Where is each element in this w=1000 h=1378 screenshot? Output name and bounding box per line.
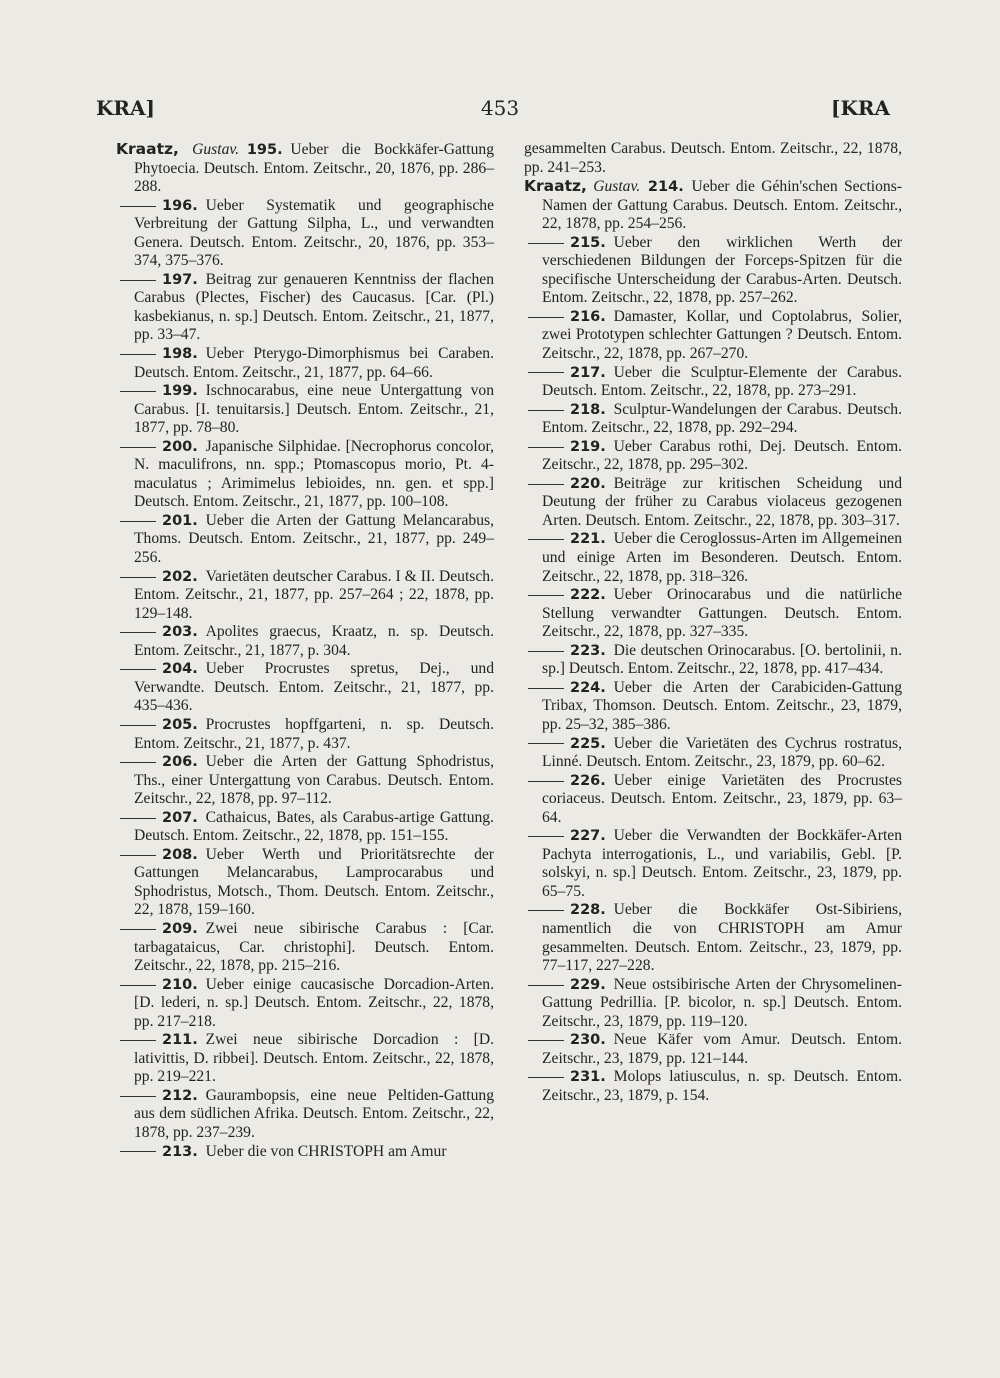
entry-number: 207. [162,809,198,826]
entry-text: Apolites graecus, Kraatz, n. sp. Deutsch. Entom. Zeitschr., 21, 1877, p. 304. [134,623,494,659]
ditto-dash [528,985,564,986]
entry-author: Kraatz, [524,177,587,196]
entry-text: Ischnocarabus, eine neue Untergattung von Carabus. [I. tenuitarsis.] Deutsch. Entom. Zeitschr., 21, 1877, pp. 78–80. [134,382,494,437]
entry-text: Ueber die Géhin'schen Sections-Namen der Gattung Carabus. Deutsch. Entom. Zeitschr., 22, 1878, pp. 254–256. [542,178,902,233]
entry-text: Ueber die Varietäten des Cychrus rostratus, Linné. Deutsch. Entom. Zeitschr., 23, 1879, pp. 60–62. [542,734,902,771]
bibliography-entry [116,920,494,976]
entry-number: 205. [162,716,198,733]
entry-number: 227. [570,828,606,845]
entry-number: 219. [570,438,606,455]
entry-text: Ueber Pterygo-Dimorphismus bei Caraben. Deutsch. Entom. Zeitschr., 21, 1877, pp. 64–66. [134,345,494,381]
bibliography-entry [116,976,494,1032]
entry-number: 216. [570,308,606,325]
bibliography-entry [524,475,902,531]
entry-number: 202. [162,568,198,585]
ditto-dash [528,743,564,744]
bibliography-entry [116,1143,494,1162]
entry-number: 217. [570,364,606,381]
ditto-dash [528,1040,564,1041]
entry-number: 220. [570,475,606,492]
entry-author: Kraatz, [116,140,179,158]
ditto-dash [120,280,156,281]
ditto-dash [528,1077,564,1078]
entry-number: 208. [162,846,198,863]
entry-text: Ueber Werth und Prioritätsrechte der Gattungen Melancarabus, Lamprocarabus und Sphodristus, Motsch., Thom. Deutsch. Entom. Zeitschr., 22, 1878, 159–160. [134,845,494,919]
entry-number: 201. [162,512,198,529]
entry-number: 209. [162,920,198,937]
entry-text: Ueber Systematik und geographische Verbreitung der Gattung Silpha, L., und verwandten Genera. Deutsch. Entom. Zeitschr., 20, 1876, pp. 353–374, 375–376. [134,196,494,270]
ditto-dash [528,317,564,318]
entry-number: 225. [570,735,606,752]
bibliography-entry [116,1087,494,1143]
bibliography-entry [116,809,494,846]
entry-text: Ueber die Sculptur-Elemente der Carabus. Deutsch. Entom. Zeitschr., 22, 1878, pp. 273–291. [542,363,902,400]
entry-number: 226. [570,772,606,789]
bibliography-entry [524,140,902,177]
bibliography-entry [524,438,902,475]
ditto-dash [120,1151,156,1152]
bibliography-entry [116,345,494,382]
entry-text: Ueber die Verwandten der Bockkäfer-Arten Pachyta interrogationis, L., und variabilis, Gebl. [P. solskyi, n. sp.] Deutsch. Entom. Zeitschr., 23, 1879, pp. 65–75. [542,827,902,900]
entry-text: Ueber die Arten der Gattung Sphodristus, Ths., einer Untergattung von Carabus. Deutsch. Entom. Zeitschr., 22, 1878, pp. 97–112. [134,753,494,808]
entry-number: 229. [570,976,606,993]
bibliography-entry [116,271,494,345]
entry-text: Molops latiusculus, n. sp. Deutsch. Entom. Zeitschr., 23, 1879, p. 154. [542,1068,902,1104]
bibliography-entry [524,976,902,1032]
bibliography-entry [524,586,902,642]
ditto-dash [528,836,564,837]
entry-text: Ueber Orinocarabus und die natürliche Stellung verwandter Gattungen. Deutsch. Entom. Zeitschr., 22, 1878, pp. 327–335. [542,586,902,641]
ditto-dash [120,1040,156,1041]
entry-number: 200. [162,438,198,455]
entry-number: 206. [162,754,198,771]
ditto-dash [120,391,156,392]
ditto-dash [528,372,564,373]
bibliography-entry [524,772,902,828]
entry-text: Beiträge zur kritischen Scheidung und Deutung der früher zu Carabus violaceus gezogenen Arten. Deutsch. Entom. Zeitschr., 22, 1878, pp. 303–317. [542,474,902,529]
ditto-dash [528,484,564,485]
entry-number: 199. [162,383,198,400]
bibliography-entry [524,308,902,364]
bibliography-entry [116,512,494,568]
ditto-dash [120,206,156,207]
bibliography-entry [116,197,494,271]
entry-text: Gaurambopsis, eine neue Peltiden-Gattung aus dem südlichen Afrika. Deutsch. Entom. Zeitschr., 22, 1878, pp. 237–239. [134,1086,494,1141]
ditto-dash [120,985,156,986]
bibliography-entry [116,753,494,809]
entry-number: 218. [570,401,606,418]
bibliography-entry [116,716,494,753]
entry-number: 224. [570,679,606,696]
bibliography-entry [116,438,494,512]
entry-number: 223. [570,642,606,659]
bibliography-entry [524,401,902,438]
running-head-right: [KRA [831,96,890,120]
entry-text: Ueber einige caucasische Dorcadion-Arten. [D. lederi, n. sp.] Deutsch. Entom. Zeitschr., 22, 1878, pp. 217–218. [134,975,494,1030]
entry-text: Die deutschen Orinocarabus. [O. bertolinii, n. sp.] Deutsch. Entom. Zeitschr., 22, 1878, pp. 417–434. [542,641,902,678]
bibliography-entry [524,735,902,772]
entry-text: Ueber die Arten der Carabiciden-Gattung Tribax, Thomson. Deutsch. Entom. Zeitschr., 23, 1879, pp. 25–32, 385–386. [542,678,902,733]
ditto-dash [528,781,564,782]
entry-text: Ueber die Ceroglossus-Arten im Allgemeinen und einige Arten im Besonderen. Deutsch. Entom. Zeitschr., 22, 1878, pp. 318–326. [542,530,902,585]
ditto-dash [528,688,564,689]
bibliography-entry [116,382,494,438]
entry-text: Cathaicus, Bates, als Carabus-artige Gattung. Deutsch. Entom. Zeitschr., 22, 1878, pp. 151–155. [134,808,494,845]
ditto-dash [528,539,564,540]
bibliography-entry [116,1031,494,1087]
entry-number: 196. [162,197,198,214]
bibliography-entry [116,660,494,716]
entry-number: 214. [647,179,684,196]
bibliography-entry [524,642,902,679]
entry-number: 222. [570,587,606,604]
entry-author-given: Gustav. [192,141,240,158]
bibliography-entry [524,827,902,901]
bibliography-entry [116,846,494,920]
entry-number: 230. [570,1032,606,1049]
ditto-dash [120,577,156,578]
entry-text: Varietäten deutscher Carabus. I & II. Deutsch. Entom. Zeitschr., 21, 1877, pp. 257–264 ; 22, 1878, pp. 129–148. [134,567,494,622]
ditto-dash [120,855,156,856]
ditto-dash [528,651,564,652]
ditto-dash [120,447,156,448]
ditto-dash [120,669,156,670]
ditto-dash [120,354,156,355]
entry-text: Zwei neue sibirische Carabus : [Car. tarbagataicus, Car. christophi]. Deutsch. Entom. Zeitschr., 22, 1878, pp. 215–216. [134,919,494,975]
page-number: 453 [480,96,520,120]
ditto-dash [528,595,564,596]
entry-number: 195. [246,142,283,158]
ditto-dash [120,521,156,522]
ditto-dash [528,243,564,244]
bibliography-entry [524,364,902,401]
entry-text: Neue Käfer vom Amur. Deutsch. Entom. Zeitschr., 23, 1879, pp. 121–144. [542,1031,902,1067]
ditto-dash [120,818,156,819]
bibliography-entry [116,140,494,197]
entry-number: 197. [162,271,198,288]
bibliography-entry [524,177,902,234]
entry-number: 198. [162,346,198,363]
entry-text: Zwei neue sibirische Dorcadion : [D. lativittis, D. ribbei]. Deutsch. Entom. Zeitschr., 22, 1878, pp. 219–221. [134,1031,494,1086]
entry-text: Damaster, Kollar, und Coptolabrus, Solier, zwei Prototypen schlechter Gattungen ? Deutsch. Entom. Zeitschr., 22, 1878, pp. 267–270. [542,307,902,363]
running-head-left: KRA] [96,96,155,120]
ditto-dash [120,725,156,726]
entry-number: 210. [162,976,198,993]
entry-number: 203. [162,624,198,641]
bibliography-entry [116,568,494,624]
bibliography-entry [524,234,902,308]
bibliography-entry [524,901,902,975]
entry-text: gesammelten Carabus. Deutsch. Entom. Zeitschr., 22, 1878, pp. 241–253. [524,140,902,176]
entry-number: 228. [570,902,606,919]
entry-text: Ueber die Bockkäfer-Gattung Phytoecia. Deutsch. Entom. Zeitschr., 20, 1876, pp. 286–288. [134,141,494,196]
entry-text: Ueber einige Varietäten des Procrustes coriaceus. Deutsch. Entom. Zeitschr., 23, 1879, pp. 63–64. [542,771,902,826]
entry-number: 211. [162,1032,198,1049]
entry-text: Sculptur-Wandelungen der Carabus. Deutsch. Entom. Zeitschr., 22, 1878, pp. 292–294. [542,400,902,437]
entry-number: 204. [162,661,198,678]
bibliography-entry [524,1068,902,1105]
entry-text: Ueber die Arten der Gattung Melancarabus, Thoms. Deutsch. Entom. Zeitschr., 21, 1877, pp. 249–256. [134,511,494,567]
left-column [116,140,494,1161]
entry-text: Procrustes hopffgarteni, n. sp. Deutsch. Entom. Zeitschr., 21, 1877, p. 437. [134,715,494,752]
entry-text: Neue ostsibirische Arten der Chrysomelinen-Gattung Pedrillia. [P. bicolor, n. sp.] Deutsch. Entom. Zeitschr., 23, 1879, pp. 119–120. [542,975,902,1030]
entry-number: 221. [570,531,606,548]
entry-number: 213. [162,1143,198,1160]
bibliography-entry [116,623,494,660]
ditto-dash [120,762,156,763]
entry-text: Ueber die Bockkäfer Ost-Sibiriens, namentlich die von CHRISTOPH am Amur gesammelten. Deutsch. Entom. Zeitschr., 23, 1879, pp. 77–117, 227–228. [542,901,902,975]
ditto-dash [528,447,564,448]
entry-number: 215. [570,234,606,251]
entry-number: 212. [162,1087,198,1104]
entry-text: Ueber den wirklichen Werth der verschiedenen Bildungen der Forceps-Spitzen für die specifische Unterscheidung der Carabus-Arten. Deutsch. Entom. Zeitschr., 22, 1878, pp. 257–262. [542,233,902,307]
bibliography-entry [524,530,902,586]
bibliography-entry [524,679,902,735]
ditto-dash [120,929,156,930]
ditto-dash [528,410,564,411]
entry-text: Beitrag zur genaueren Kenntniss der flachen Carabus (Plectes, Fischer) des Caucasus. [Car. (Pl.) kasbekianus, n. sp.] Deutsch. Entom. Zeitschr., 21, 1877, pp. 33–47. [134,270,494,344]
ditto-dash [120,1096,156,1097]
entry-number: 231. [570,1069,606,1086]
ditto-dash [528,910,564,911]
entry-text: Ueber die von CHRISTOPH am Amur [205,1142,447,1160]
ditto-dash [120,632,156,633]
bibliography-entry [524,1031,902,1068]
entry-author-given: Gustav. [593,178,641,196]
entry-text: Japanische Silphidae. [Necrophorus concolor, N. maculifrons, nn. spp.; Ptomascopus morio, Pt. 4-maculatus ; Arimimelus lebioides, nn. gen. et spp.] Deutsch. Entom. Zeitschr., 21, 1877, pp. 100–108. [134,437,494,511]
entry-text: Ueber Procrustes spretus, Dej., und Verwandte. Deutsch. Entom. Zeitschr., 21, 1877, pp. 435–436. [134,660,494,715]
entry-text: Ueber Carabus rothi, Dej. Deutsch. Entom. Zeitschr., 22, 1878, pp. 295–302. [542,437,902,474]
right-column [524,140,902,1105]
